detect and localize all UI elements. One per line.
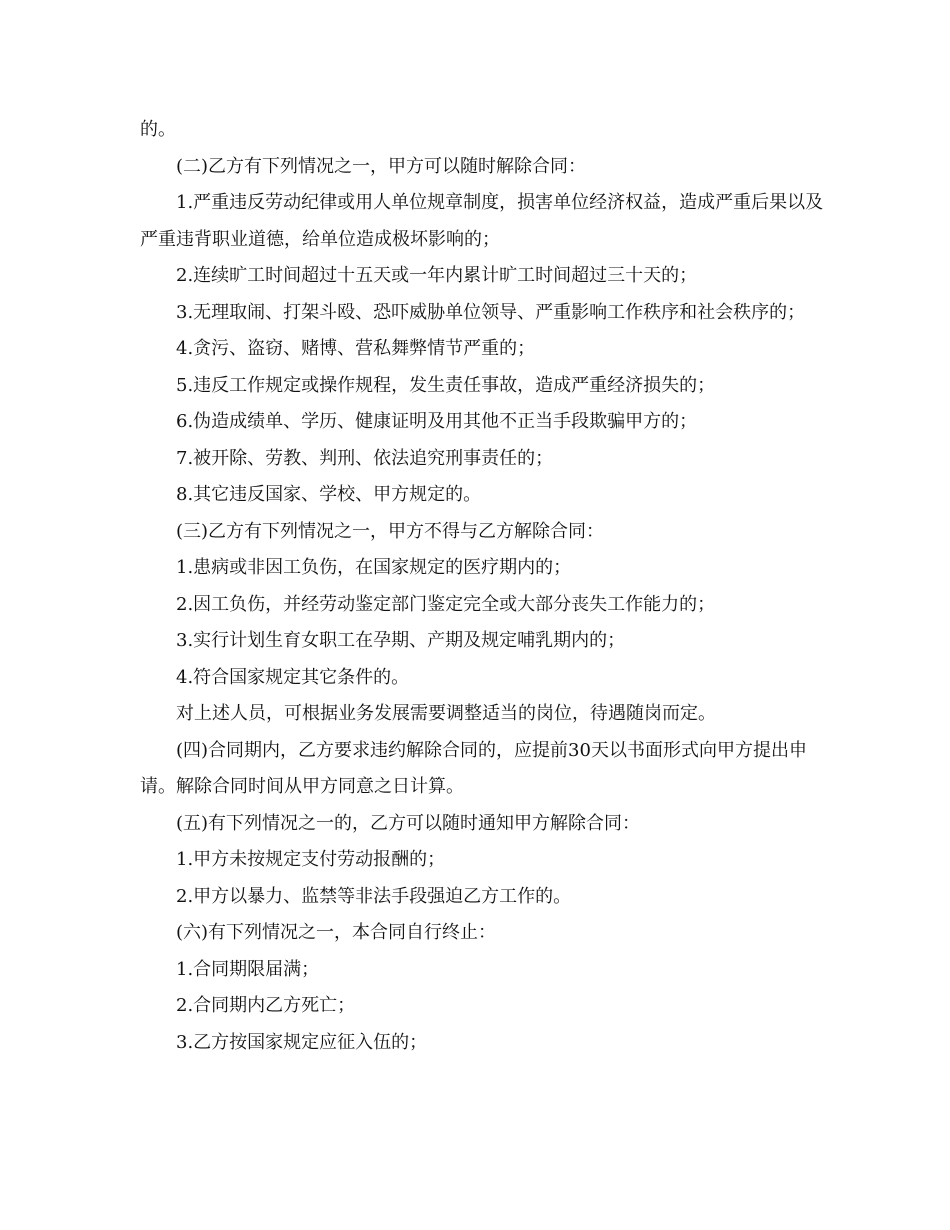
section-heading-4: (四)合同期内，乙方要求违约解除合同的，应提前30天以书面形式向甲方提出申请。解除合同时间从甲方同意之日计算。 — [140, 739, 807, 797]
list-item: 8.其它违反国家、学校、甲方规定的。 — [176, 484, 482, 505]
section-heading-3: (三)乙方有下列情况之一，甲方不得与乙方解除合同： — [176, 520, 605, 542]
list-item: 1.严重违反劳动纪律或用人单位规章制度，损害单位经济权益，造成严重后果以及严重违背职业道德，给单位造成极坏影响的； — [140, 192, 824, 250]
list-item: 3.无理取闹、打架斗殴、恐吓威胁单位领导、严重影响工作秩序和社会秩序的； — [176, 301, 806, 323]
list-item: 3.乙方按国家规定应征入伍的； — [176, 1031, 428, 1053]
list-item: 6.伪造成绩单、学历、健康证明及用其他不正当手段欺骗甲方的； — [176, 411, 698, 432]
list-item: 7.被开除、劳教、判刑、依法追究刑事责任的； — [176, 447, 554, 469]
list-item: 4.贪污、盗窃、赌博、营私舞弊情节严重的； — [176, 338, 536, 359]
section-heading-2: (二)乙方有下列情况之一，甲方可以随时解除合同： — [176, 155, 587, 177]
list-item: 5.违反工作规定或操作规程，发生责任事故，造成严重经济损失的； — [176, 374, 716, 396]
list-item: 1.合同期限届满； — [176, 958, 320, 980]
list-item: 2.因工负伤，并经劳动鉴定部门鉴定完全或大部分丧失工作能力的； — [176, 593, 716, 615]
list-item: 1.患病或非因工负伤，在国家规定的医疗期内的； — [176, 557, 572, 578]
list-item: 4.符合国家规定其它条件的。 — [176, 666, 410, 688]
document-body — [140, 112, 830, 1061]
list-item: 2.甲方以暴力、监禁等非法手段强迫乙方工作的。 — [176, 885, 572, 907]
list-item: 3.实行计划生育女职工在孕期、产期及规定哺乳期内的； — [176, 630, 626, 651]
note-paragraph: 对上述人员，可根据业务发展需要调整适当的岗位，待遇随岗而定。 — [176, 703, 716, 724]
list-item: 1.甲方未按规定支付劳动报酬的； — [176, 849, 446, 870]
section-heading-5: (五)有下列情况之一的，乙方可以随时通知甲方解除合同： — [176, 812, 641, 834]
paragraph-continuation: 的。 — [140, 119, 176, 140]
list-item: 2.连续旷工时间超过十五天或一年内累计旷工时间超过三十天的； — [176, 265, 698, 286]
list-item: 2.合同期内乙方死亡； — [176, 995, 356, 1016]
section-heading-6: (六)有下列情况之一，本合同自行终止： — [176, 922, 497, 943]
